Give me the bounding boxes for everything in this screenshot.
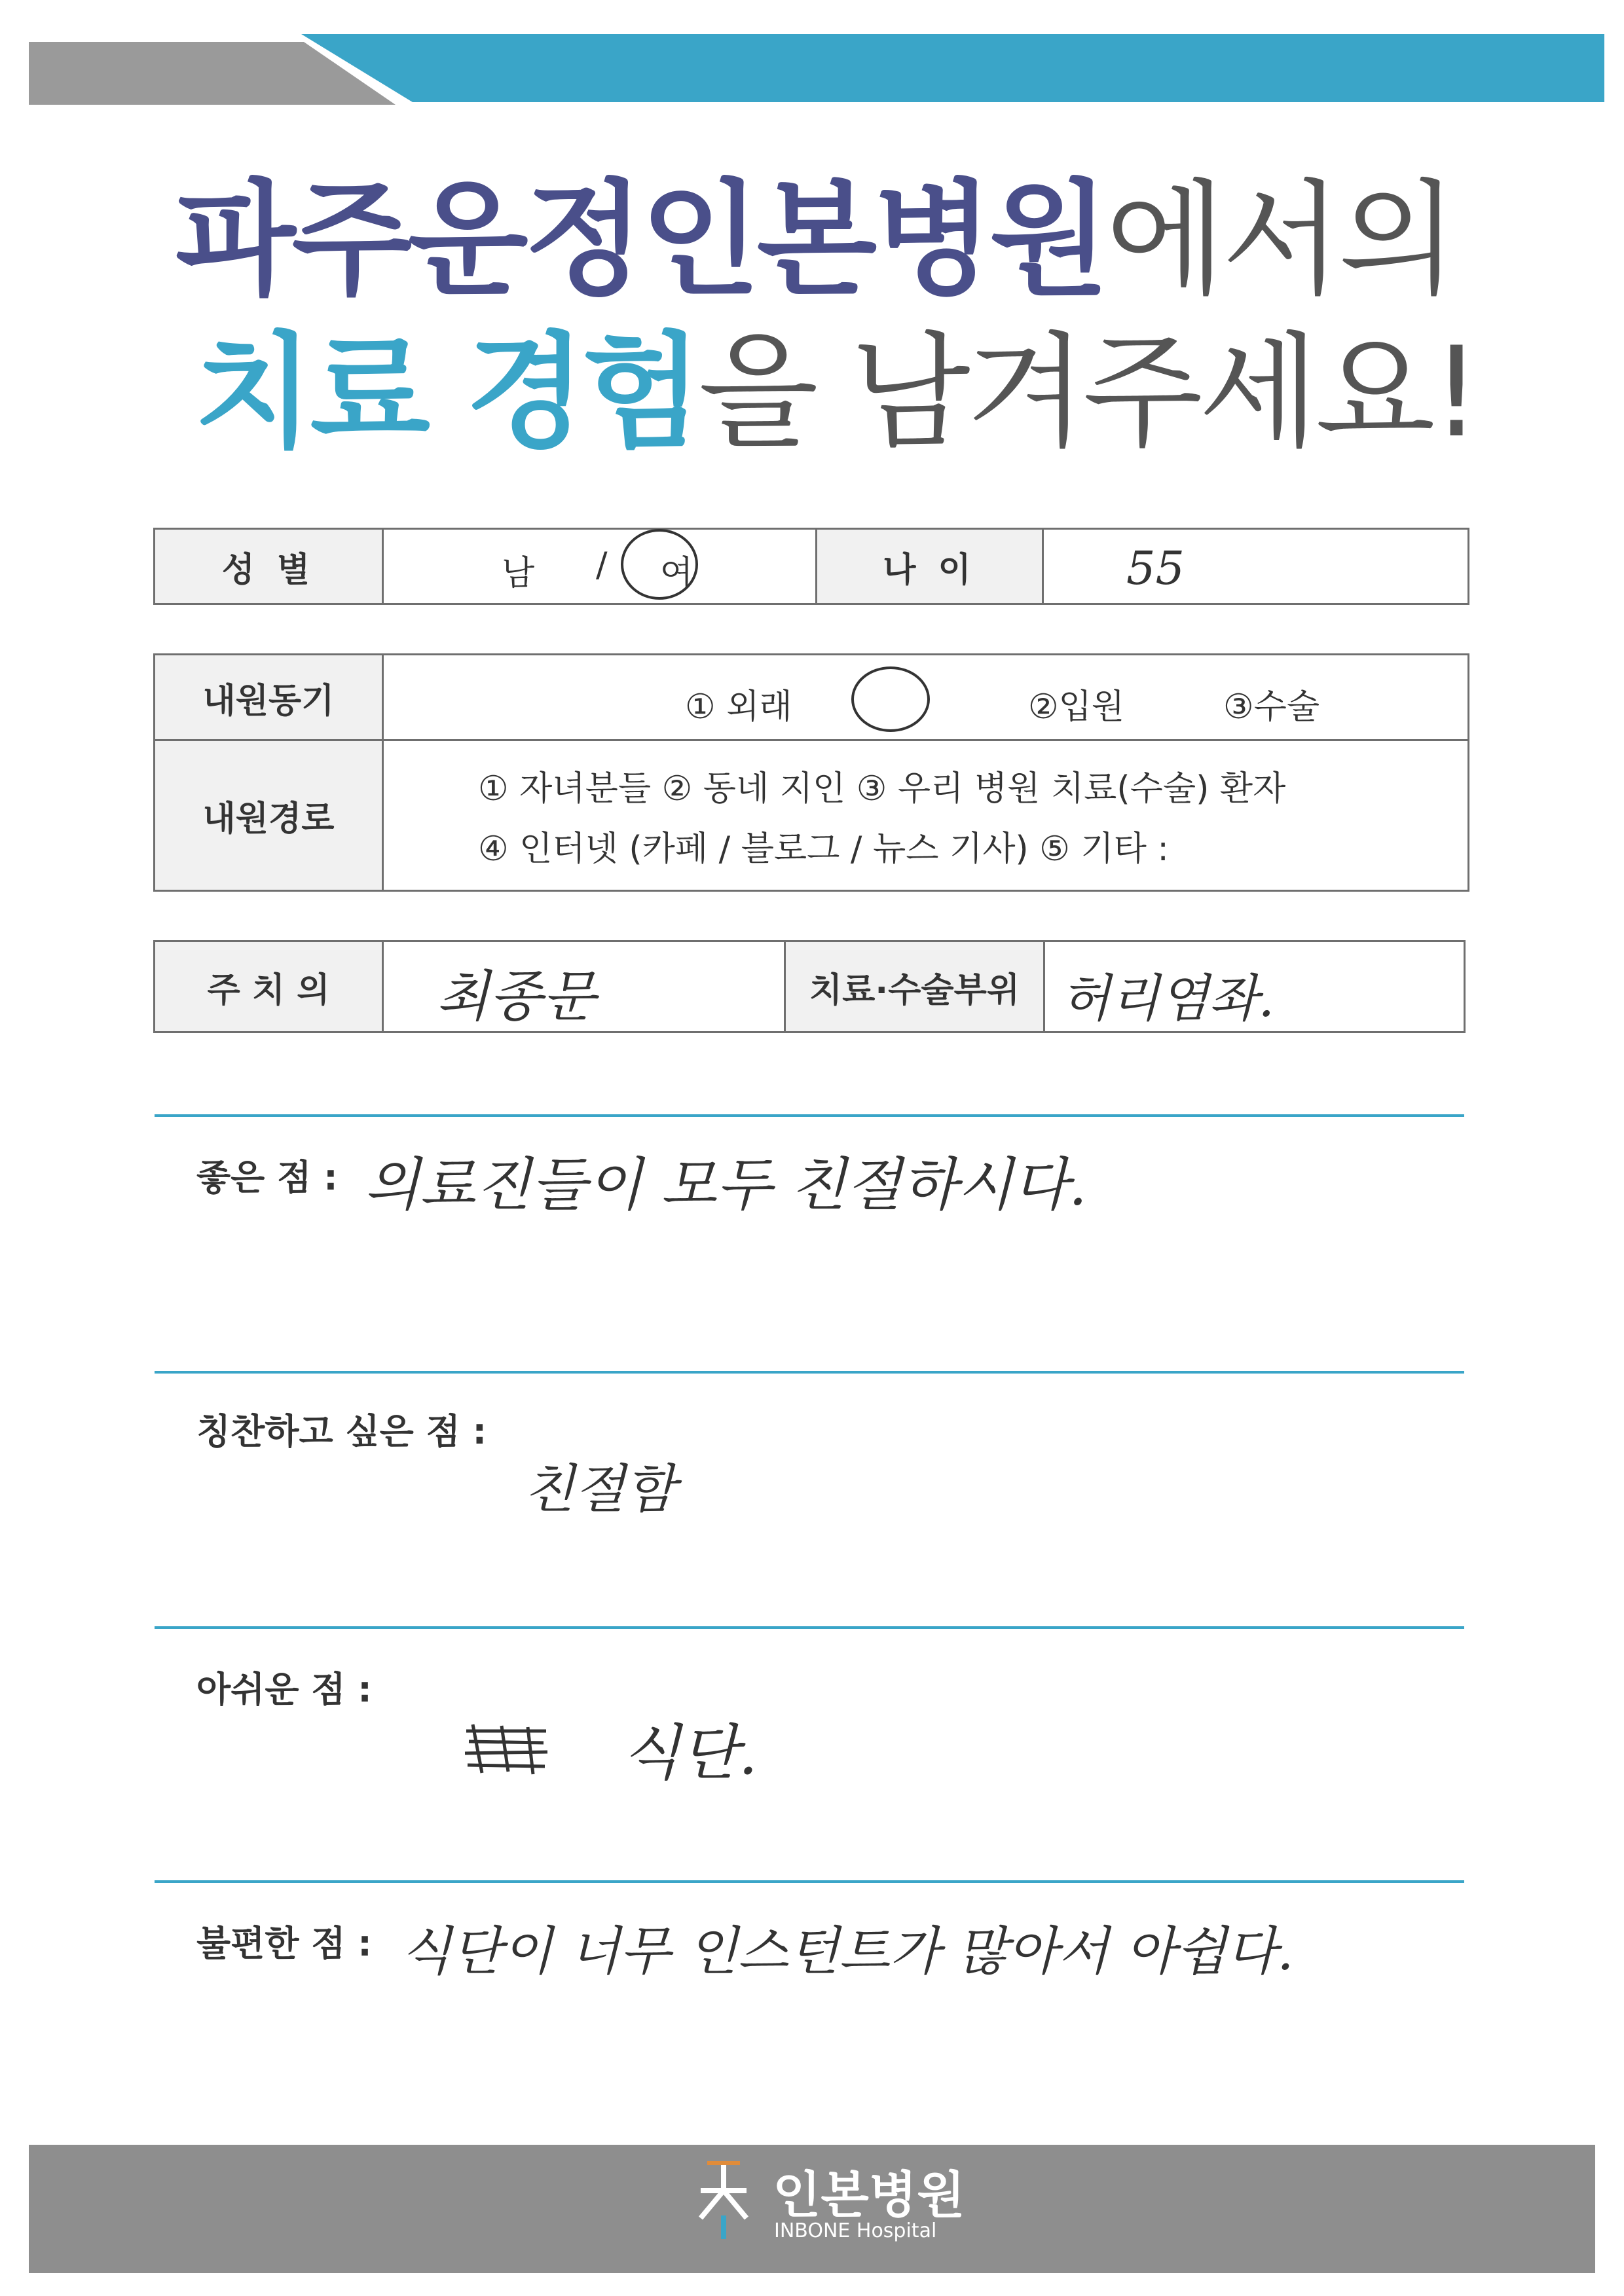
doctor-value: 최종문 (436, 964, 596, 1029)
age-label: 나 이 (815, 530, 1042, 603)
selection-circle-mark (851, 666, 930, 732)
good-point-value[interactable]: 의료진들이 모두 친절하시다. (364, 1151, 1088, 1218)
treatment-part-value: 허리염좌. (1061, 970, 1275, 1029)
crossed-out-scribble (462, 1718, 550, 1778)
doctor-row (153, 940, 1466, 1033)
header-blue-stripe (301, 34, 1604, 102)
motive-option-surgery[interactable]: ③수술 (1223, 687, 1320, 727)
section-divider (155, 1626, 1464, 1629)
headline-emphasis: 치료 경험 (194, 320, 699, 465)
hospital-name: 파주운정인본병원 (175, 168, 1106, 312)
treatment-part-field[interactable] (1043, 942, 1464, 1031)
visit-route-label: 내원경로 (155, 739, 382, 890)
route-options-line-1[interactable]: ① 자녀분들 ② 동네 지인 ③ 우리 병원 치료(수술) 환자 (478, 769, 1286, 809)
doctor-field[interactable] (382, 942, 784, 1031)
gender-age-row (153, 528, 1469, 605)
visit-info-table (153, 653, 1469, 892)
headline-line-1 (175, 168, 1454, 312)
regret-value[interactable]: 식단. (622, 1718, 758, 1788)
section-divider (155, 1880, 1464, 1883)
headline-line-1-rest: 에서의 (1105, 168, 1454, 312)
motive-option-outpatient[interactable]: ① 외래 (685, 687, 792, 727)
visit-motive-label: 내원동기 (155, 655, 382, 739)
headline-line-2-rest: 을 남겨주세요! (698, 320, 1478, 465)
age-field[interactable] (1042, 530, 1467, 603)
logo-mark-graphic (688, 2158, 760, 2243)
gender-field[interactable] (382, 530, 815, 603)
section-divider (155, 1114, 1464, 1117)
doctor-label: 주 치 의 (155, 942, 382, 1031)
selection-circle-mark (621, 529, 698, 600)
logo-name: 인본병원 (773, 2166, 965, 2224)
scribble-mark (462, 1718, 550, 1778)
gender-male-option[interactable]: 남 (502, 554, 535, 593)
inconvenient-label: 불편한 점 : (196, 1923, 372, 1964)
regret-label: 아쉬운 점 : (196, 1669, 372, 1710)
praise-value[interactable]: 친절함 (524, 1459, 676, 1520)
age-value: 55 (1126, 541, 1185, 595)
gender-separator: / (596, 545, 608, 585)
good-point-label: 좋은 점 : (196, 1157, 338, 1198)
visit-route-field[interactable] (382, 739, 1467, 890)
route-options-line-2[interactable]: ④ 인터넷 (카페 / 블로그 / 뉴스 기사) ⑤ 기타 : (478, 829, 1169, 869)
treatment-part-label: 치료·수술부위 (784, 942, 1043, 1031)
gender-female-option[interactable]: 여 (660, 554, 693, 593)
headline-line-2 (194, 320, 1478, 465)
inbone-logo-icon (688, 2158, 760, 2243)
logo-subtitle: INBONE Hospital (774, 2219, 937, 2242)
gender-label: 성 별 (155, 530, 382, 603)
section-divider (155, 1371, 1464, 1374)
praise-label: 칭찬하고 싶은 점 : (196, 1411, 487, 1452)
inconvenient-value[interactable]: 식단이 너무 인스턴트가 많아서 아쉽다. (401, 1921, 1294, 1982)
motive-option-inpatient[interactable]: ②입원 (1028, 687, 1125, 727)
